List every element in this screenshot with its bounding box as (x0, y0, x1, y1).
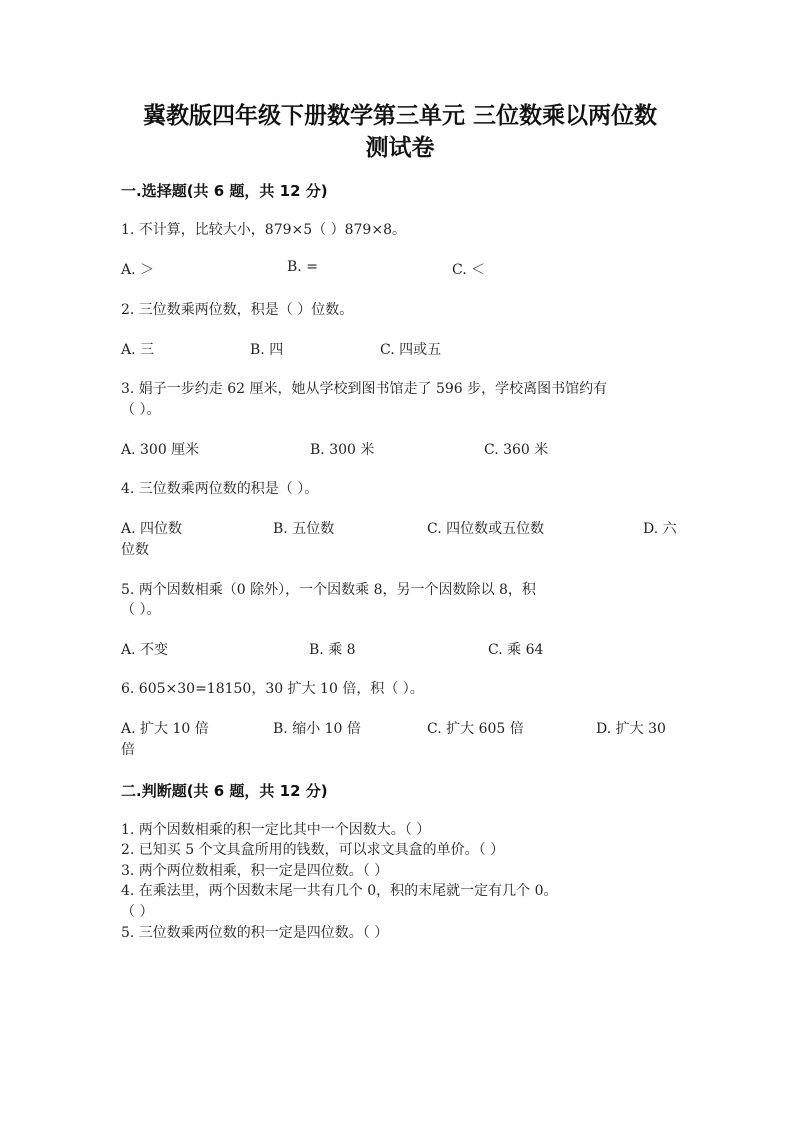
question-1-option-a: A. ＞ (121, 262, 155, 278)
question-4-option-b: B. 五位数 (273, 521, 335, 537)
question-2-text: 2. 三位数乘两位数，积是（ ）位数。 (121, 302, 354, 318)
section-heading-true-false: 二.判断题(共 6 题，共 12 分) (121, 782, 328, 800)
question-3-option-a: A. 300 厘米 (121, 442, 200, 458)
question-5-option-b: B. 乘 8 (309, 642, 356, 658)
question-4-option-d: D. 六 (643, 521, 677, 537)
true-false-item-4-blank: （ ） (121, 904, 154, 920)
question-6-option-d: D. 扩大 30 (596, 721, 666, 737)
question-5-text: 5. 两个因数相乘（0 除外），一个因数乘 8，另一个因数除以 8，积 (121, 582, 536, 598)
question-6-option-d-continued: 倍 (121, 742, 135, 758)
true-false-item-1: 1. 两个因数相乘的积一定比其中一个因数大。（ ） (121, 822, 431, 838)
question-1-text: 1. 不计算，比较大小，879×5（ ）879×8。 (121, 222, 406, 238)
question-4-option-a: A. 四位数 (121, 521, 183, 537)
true-false-item-2: 2. 已知买 5 个文具盒所用的钱数，可以求文具盒的单价。（ ） (121, 842, 505, 858)
question-6-text: 6. 605×30=18150，30 扩大 10 倍，积（ ）。 (121, 681, 424, 697)
true-false-item-5: 5. 三位数乘两位数的积一定是四位数。（ ） (121, 925, 389, 941)
true-false-item-3: 3. 两个两位数相乘，积一定是四位数。（ ） (121, 863, 389, 879)
question-4-option-d-continued: 位数 (121, 542, 149, 558)
question-5-option-a: A. 不变 (121, 642, 169, 658)
question-2-option-c: C. 四或五 (380, 342, 442, 358)
question-6-option-b: B. 缩小 10 倍 (273, 721, 361, 737)
question-4-option-c: C. 四位数或五位数 (427, 521, 545, 537)
question-5-option-c: C. 乘 64 (488, 642, 544, 658)
question-1-option-b: B. = (287, 259, 318, 275)
section-heading-multiple-choice: 一.选择题(共 6 题，共 12 分) (121, 182, 328, 200)
question-3-option-c: C. 360 米 (484, 442, 549, 458)
question-3-text-continued: （ ）。 (121, 402, 161, 418)
document-title-line-1: 冀教版四年级下册数学第三单元 三位数乘以两位数 (142, 103, 657, 129)
question-5-text-continued: （ ）。 (121, 602, 161, 618)
question-6-option-c: C. 扩大 605 倍 (427, 721, 524, 737)
question-1-option-c: C. ＜ (452, 262, 486, 278)
question-4-text: 4. 三位数乘两位数的积是（ ）。 (121, 481, 319, 497)
question-3-text: 3. 娟子一步约走 62 厘米，她从学校到图书馆走了 596 步，学校离图书馆约有 (121, 381, 608, 397)
question-3-option-b: B. 300 米 (310, 442, 375, 458)
true-false-item-4: 4. 在乘法里，两个因数末尾一共有几个 0，积的末尾就一定有几个 0。 (121, 883, 558, 899)
question-6-option-a: A. 扩大 10 倍 (121, 721, 209, 737)
question-2-option-a: A. 三 (121, 342, 155, 358)
question-2-option-b: B. 四 (250, 342, 284, 358)
document-title-line-2: 测试卷 (365, 135, 435, 161)
